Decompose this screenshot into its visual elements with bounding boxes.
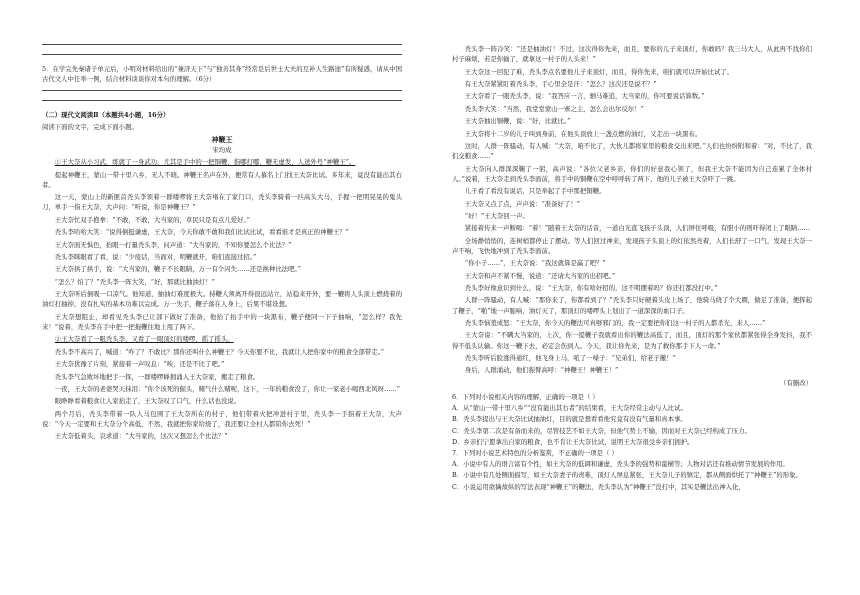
- story-paragraph: 秃头李气急败坏地把手一挥，一群喽啰蜂拥涌入王大奈家，搬走了粮食。: [54, 372, 260, 381]
- question-6-option-c: C．秃头李第二次是有备而来的，尽管技艺不如王大奈，但他气势上不输，因而对王大奈已经构成了压力。: [452, 426, 751, 435]
- story-paragraph: 秃头李恼羞成怒：“王大奈，你今天的鞭法可真够邪门的，我一定要把你们这一村子的人都杀光，来人……”: [464, 319, 766, 328]
- question-7: 7．下列对小说艺术特色的分析鉴赏，不正确的一项是（ ）: [452, 449, 618, 458]
- story-paragraph: 王大奈忙双手抱拳：“不敢，不敢，大当家的，草民只是有点儿爱好。”: [54, 215, 250, 224]
- story-paragraph: 有王大奈紧紧盯着秃头李，手心里全是汗：“怎么？这次还是说不？”: [464, 79, 657, 88]
- story-paragraph: 王大奈犹豫了片刻，紧接着一声叹息：“唉，还是不比了吧。”: [54, 360, 225, 369]
- story-paragraph: 王大奈想阻止，却看见秃头李已让部下做好了准备，他抬了抬手中的一块黑布，鞭子便同一下子抽响，“怎么样？我先来！”说着，秃头李在手中把一把拖鞭往地上甩了两下。: [42, 312, 402, 331]
- story-paragraph: 王大奈又点了点，声声说：“准备好了！”: [464, 199, 580, 208]
- story-paragraph: 秃头李大笑：“当然，我堂堂蒙山一寨之主，怎么会出尔反尔！”: [464, 104, 644, 113]
- section-title: （二）现代文阅读Ⅱ（本题共4小题，16分）: [42, 111, 170, 120]
- right-column: [452, 44, 812, 493]
- story-paragraph: 秃头李不高兴了，喊道：“咋了？不敢比？那你还叫什么神鞭王？今天你要不比，我就让人把你家中的粮食全部带走。”: [54, 347, 385, 356]
- story-paragraph: 王大奈抽出铜鞭，说：“好，比就比。”: [464, 117, 571, 126]
- story-paragraph: 王大奈看了一眼秃头李，说：“我答应一言，驷马难追，大当家的，你可要说话算数。”: [464, 92, 705, 101]
- question-7-option-c: C．小说运用欲擒故纵的写法表现“神鞭王”的鞭法，秃头李认为“神鞭王”没打中，其实是鞭法出神入化，: [452, 482, 745, 491]
- question-6-option-a: A．从“蒙山一带十里八乡”“没有能出其右者”的结果看，王大奈经常主动与人比试。: [452, 404, 687, 413]
- story-paragraph: 秃头李一阵冷笑：“还是抽油灯！不过，这次得你先来，而且，要你的儿子来顶灯，你敢吗？我三马大人，从此再不找你们村子麻烦，若是你输了，就拿这一村子的人头来！”: [452, 45, 812, 64]
- question-7-option-a: A．小说中有人的语言富有个性，如王大奈的低调和谦虚，秃头李的强势和蛮横等；人物对话还有推动情节发展的作用。: [452, 460, 789, 469]
- story-paragraph: 秃头李好像意识到什么，说：“王大奈，你有啥好招的，这不明摆着吗？你还打都没打中。”: [464, 284, 718, 293]
- story-paragraph: “你小子……”，王大奈说：“我这就算是赢了吧？”: [464, 259, 606, 268]
- story-paragraph: 提起神鞭王，蒙山一带十里八乡，无人不晓。神鞭王名声在外，便常有人慕名上门找王大奈比试。多年来，竟没有能出其右者。: [42, 170, 402, 189]
- story-paragraph: 身后，人群涌动，他们振臂高呼：“神鞭王！神鞭王！”: [464, 366, 619, 375]
- story-paragraph: 王大奈说：“不瞒大当家的，上次，你一提鞭子我就看出你的鞭法高低了，而且，顶灯的那个家伙都紧张得全身发抖，我不得不低头认输。你这一鞭下去，必定会伤到人。今天，我让你先来，是为了救你那手下人一命。”: [452, 331, 812, 350]
- story-paragraph: 秃头李听后脸涨得通红，他飞身上马，吼了一嗓子：“兄弟们，给老子撤！”: [464, 354, 676, 363]
- answer-line: [42, 44, 402, 45]
- story-paragraph: 眼睁睁看着粮食让人家抬走了，王大奈叹了口气，什么话也没说。: [54, 397, 241, 406]
- story-paragraph: “好！”王大奈回一声。: [464, 211, 529, 220]
- answer-line: [42, 90, 402, 91]
- source-note: （有删改）: [780, 378, 812, 387]
- question-6-option-d: D．乡亲们宁愿拿出自家的粮食，也不肯让王大奈比试，说明王大奈很受乡亲们拥护。: [452, 437, 694, 446]
- question-6-option-b: B．秃头李提出与王大奈比试抽油灯，目的就是想看看他究竟有没有气量和真本事。: [452, 415, 687, 424]
- reading-instruction: 阅读下面的文字，完成下面小题。: [42, 122, 138, 131]
- story-paragraph: 一夜，王大奈的老婆哭天抹泪：“你个该死的倔头，赌气什么赌呢，这下，一年的粮食没了，你让一家老小喝西北风呀……”: [54, 384, 401, 393]
- story-paragraph: 紧接着传来一声断喝：“着！”随着王大奈的话音，一道白光直飞孩子头顶，人们屏住呼吸，有胆小的则吓得闭上了眼睛……: [464, 224, 811, 233]
- question-7-option-b: B．小说中有几处侧面描写，如王大奈妻子的责难，顶灯人屏息紧张，王大奈儿子的镇定，都从侧面烘托了“神鞭王”的形象。: [452, 471, 802, 480]
- story-paragraph: ①王大奈从小习武，练就了一身武功，尤其是手中的一把铜鞭，指哪打哪，鞭无虚发，人送外号“神鞭王”。: [54, 158, 356, 167]
- story-paragraph: “怎么？怕了？”秃头李一阵大笑，“好，那就比抽油灯！”: [54, 277, 215, 286]
- story-paragraph: 这一天，蒙山上的新匪首秃头李领着一群喽啰将王大奈堵在了家门口，秃头李骑着一匹高头大马，手握一把明晃晃的鬼头刀，单手一指王大奈，大声问：“听说，你是神鞭王？”: [42, 193, 402, 212]
- story-paragraph: 全场静悄悄的，连树梢都停止了摆动。等人们回过神来，发现孩子头顶上的灯依然亮着，人们长舒了一口气，发现王大奈一声不响，飞快地冲到了秃头李面前。: [452, 236, 812, 255]
- story-paragraph: 王大奈面无惧色，抬眼一打量秃头李，问声道：“大当家的，不知你要怎么个比法？”: [54, 240, 292, 249]
- story-paragraph: 两个月后，秃头李带着一队人马包围了王大奈所在的村子，他们带着火把冲进村子里，秃头李一手指着王大奈，大声说：“今天一定要和王大奈分个高低，不然，我就把你家给烧了，我还要让全村人都陪你去死！”: [42, 409, 402, 428]
- question-5: 5．在学完先秦诸子单元后，小明对材料给出的“兼济天下”与“独善其身”经常是后世士大夫的互补人生路途”有所疑惑，请从中国古代文人中任举一例，结合材料谈谈你对本句的理解。（6分）: [42, 65, 402, 84]
- story-author: 宋均成: [212, 146, 232, 155]
- story-paragraph: ②王大奈看了一眼秃头李，又看了一眼顶灯的喽啰，摇了摇头。: [54, 335, 234, 344]
- story-paragraph: 王大奈拱了拱手，说：“大当家的，鞭子不长眼睛，万一有个闪失……还是换种比法吧。”: [54, 265, 301, 274]
- answer-line: [42, 54, 402, 55]
- story-paragraph: 儿子看了看没有说话，只是举起了手中那把铜鞭。: [464, 187, 606, 196]
- story-title: 神鞭王: [211, 134, 233, 144]
- question-6: 6．下列对小说相关内容的理解，正确的一项是（ ）: [452, 393, 599, 402]
- story-paragraph: 王大奈这一回犯了难，秃头李点名要他儿子来顶灯，而且，得你先来，咱们就可以开始比试了。: [464, 67, 734, 76]
- story-paragraph: 秃头李哈哈大笑：“说得倒挺谦虚，王大奈，今天你敢不敢和我们比试比试，看看谁才是真正的神鞭王？”: [54, 228, 349, 237]
- story-paragraph: 王大奈和声不紧不慢，说道：“还请大当家的出招吧。”: [464, 271, 616, 280]
- story-paragraph: 王大奈向人群深深鞠了一躬，高声说：“各位父老乡亲，你们的好意我心领了，但我王大奈不能因为自己连累了全体村人。”说着，王大奈走到秃头李面前，将手中的铜鞭在空中呼呼转了两下，他的儿子被王大奈吓了一跳。: [452, 164, 812, 183]
- story-paragraph: 秃头李眯眼看了看，说：“少废话，当面对，明鞭就开，咱们直接过招。”: [54, 252, 257, 261]
- story-paragraph: 王大奈将十二岁的儿子叫到身前，在他头顶放上一盏点燃的油灯，又走出一块黑布。: [464, 129, 702, 138]
- left-column: [42, 44, 402, 444]
- story-paragraph: 这时，人群一阵骚动，有人喊：“大奈，咱不比了，大伙儿都将家里的粮食交出来吧。”人们也纷纷附和着：“对，不比了，我们交粮食……”: [452, 141, 812, 161]
- answer-line: [42, 100, 402, 101]
- story-paragraph: 王大奈低着头，哀求道：“大当家的，这次又想怎么个比法？”: [54, 432, 228, 441]
- story-paragraph: 王大奈听后倒吸一口凉气。他知道，抽油灯难度极大。持鞭人须离开得很远站立，站稳来开外，要一鞭将人头顶上燃烧着的油灯打抽掉，没有扎实的基本功难以完成。万一失手，鞭子落在人身上，后果不堪设想。: [42, 290, 402, 309]
- story-paragraph: 人群一阵骚动，有人喊：“那你来了，你都看到了？”秃头李只好硬着头皮上场了，他骑马绕了个大圈，做足了准备，便挥起了鞭子，“啪”地一声脆响，油灯灭了，那顶灯的喽啰头上划出了一道深深的血口子。: [452, 296, 812, 315]
